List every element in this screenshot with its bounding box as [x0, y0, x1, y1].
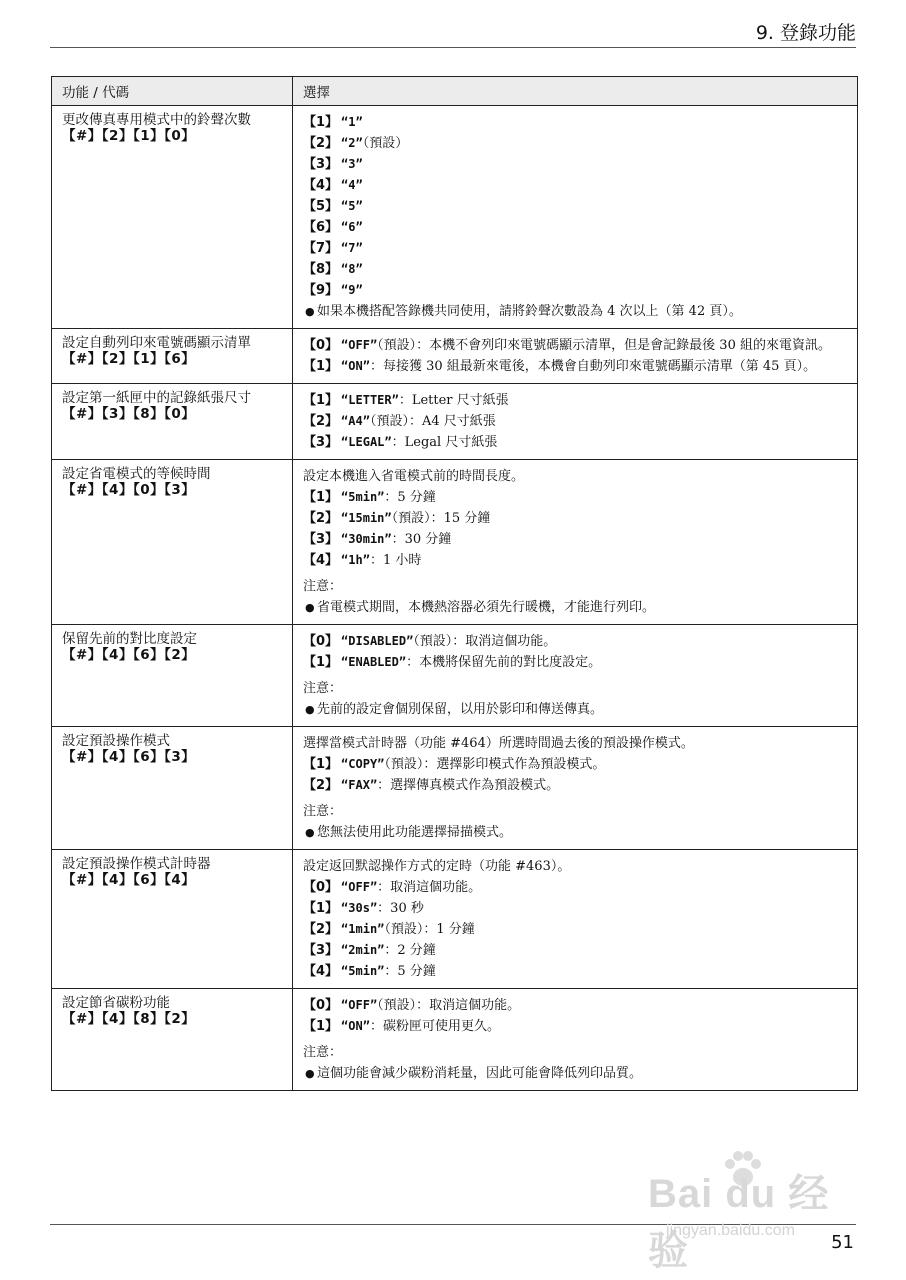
- selection-cell: [293, 106, 858, 329]
- function-cell: [52, 384, 293, 460]
- table-row: [52, 329, 858, 384]
- option-description: （預設）：A4 尺寸紙張: [369, 414, 496, 429]
- function-cell: [52, 850, 293, 989]
- table-row: [52, 850, 858, 989]
- table-row: [52, 460, 858, 625]
- option-value: “1h”: [341, 553, 370, 567]
- option-key: 【9】: [303, 283, 339, 298]
- option-line: [303, 390, 849, 411]
- note-bullet: [303, 699, 849, 720]
- option-description: ：1 小時: [369, 553, 422, 568]
- option-description: （預設）：15 分鐘: [391, 511, 491, 526]
- function-name: 更改傳真專用模式中的鈴聲次數: [62, 112, 251, 128]
- option-value: “LEGAL”: [341, 435, 392, 449]
- selection-cell: [293, 850, 858, 989]
- table-row: [52, 989, 858, 1091]
- option-value: “6”: [341, 220, 363, 234]
- selection-cell: [293, 727, 858, 850]
- function-name: 設定省電模式的等候時間: [62, 466, 211, 482]
- option-description: （預設）：1 分鐘: [384, 922, 475, 937]
- table-row: [52, 384, 858, 460]
- function-cell: [52, 989, 293, 1091]
- function-name: 設定自動列印來電號碼顯示清單: [62, 335, 251, 351]
- option-value: “7”: [341, 241, 363, 255]
- option-value: “A4”: [341, 414, 370, 428]
- function-code: 【#】【4】【0】【3】: [62, 482, 196, 498]
- function-name: 設定預設操作模式計時器: [62, 856, 211, 872]
- option-description: （預設）: [362, 136, 409, 151]
- option-value: “8”: [341, 262, 363, 276]
- option-line: [303, 259, 849, 280]
- option-key: 【2】: [303, 778, 339, 793]
- function-name: 設定第一紙匣中的記錄紙張尺寸: [62, 390, 251, 406]
- function-cell: [52, 625, 293, 727]
- option-line: [303, 280, 849, 301]
- option-line: [303, 898, 849, 919]
- option-value: “3”: [341, 157, 363, 171]
- option-key: 【1】: [303, 901, 339, 916]
- function-cell: [52, 460, 293, 625]
- bullet-icon: ●: [305, 601, 315, 614]
- header-rule: [50, 47, 856, 48]
- option-description: （預設）：取消這個功能。: [413, 634, 557, 649]
- selection-cell: [293, 989, 858, 1091]
- option-value: “2”: [341, 136, 363, 150]
- option-key: 【3】: [303, 157, 339, 172]
- option-key: 【4】: [303, 964, 339, 979]
- bullet-icon: ●: [305, 826, 315, 839]
- option-description: ：取消這個功能。: [377, 880, 482, 895]
- option-line: [303, 652, 849, 673]
- option-description: ：30 秒: [377, 901, 424, 916]
- option-line: [303, 154, 849, 175]
- option-key: 【0】: [303, 880, 339, 895]
- note-bullet: [303, 822, 849, 843]
- option-value: “4”: [341, 178, 363, 192]
- option-line: [303, 217, 849, 238]
- option-key: 【3】: [303, 532, 339, 547]
- function-name: 保留先前的對比度設定: [62, 631, 197, 647]
- option-value: “1”: [341, 115, 363, 129]
- option-value: “OFF”: [341, 338, 378, 352]
- option-description: （預設）：取消這個功能。: [377, 998, 521, 1013]
- note-bullet: [303, 301, 849, 322]
- option-description: ：每接獲 30 組最新來電後，本機會自動列印來電號碼顯示清單（第 45 頁）。: [369, 359, 817, 374]
- option-line: [303, 508, 849, 529]
- option-value: “DISABLED”: [341, 634, 414, 648]
- function-code: 【#】【4】【6】【4】: [62, 872, 196, 888]
- function-code: 【#】【2】【1】【0】: [62, 128, 196, 144]
- option-value: “5”: [341, 199, 363, 213]
- table-row: [52, 106, 858, 329]
- table-header-row: [52, 77, 858, 106]
- selection-intro: 設定本機進入省電模式前的時間長度。: [303, 469, 525, 484]
- option-line: [303, 196, 849, 217]
- function-cell: [52, 329, 293, 384]
- option-value: “15min”: [341, 511, 392, 525]
- option-line: [303, 175, 849, 196]
- table-row: [52, 625, 858, 727]
- option-value: “30s”: [341, 901, 378, 915]
- option-key: 【0】: [303, 998, 339, 1013]
- option-key: 【3】: [303, 435, 339, 450]
- option-line: [303, 356, 849, 377]
- option-line: [303, 961, 849, 982]
- table-row: [52, 727, 858, 850]
- option-key: 【0】: [303, 634, 339, 649]
- option-key: 【1】: [303, 115, 339, 130]
- watermark-logo: Bai du 经验: [648, 1172, 830, 1273]
- option-description: ：碳粉匣可使用更久。: [369, 1019, 500, 1034]
- function-code: 【#】【4】【6】【2】: [62, 647, 196, 663]
- option-line: [303, 877, 849, 898]
- option-key: 【0】: [303, 338, 339, 353]
- watermark-url: jingyan.baidu.com: [666, 1222, 795, 1239]
- note-bullet: [303, 1063, 849, 1084]
- selection-cell: [293, 460, 858, 625]
- option-key: 【4】: [303, 178, 339, 193]
- option-key: 【1】: [303, 359, 339, 374]
- option-value: “5min”: [341, 964, 385, 978]
- option-description: ：選擇傳真模式作為預設模式。: [377, 778, 560, 793]
- selection-cell: [293, 625, 858, 727]
- option-key: 【7】: [303, 241, 339, 256]
- function-code: 【#】【4】【8】【2】: [62, 1011, 196, 1027]
- option-description: ：5 分鐘: [384, 964, 436, 979]
- option-value: “1min”: [341, 922, 385, 936]
- option-line: [303, 940, 849, 961]
- option-line: [303, 1016, 849, 1037]
- option-description: ：本機將保留先前的對比度設定。: [406, 655, 602, 670]
- option-description: ：Letter 尺寸紙張: [398, 393, 509, 408]
- option-key: 【5】: [303, 199, 339, 214]
- option-line: [303, 631, 849, 652]
- option-line: [303, 529, 849, 550]
- option-value: “OFF”: [341, 880, 378, 894]
- option-value: “30min”: [341, 532, 392, 546]
- option-value: “2min”: [341, 943, 385, 957]
- option-description: ：5 分鐘: [384, 490, 436, 505]
- option-key: 【1】: [303, 393, 339, 408]
- option-line: [303, 919, 849, 940]
- option-key: 【2】: [303, 136, 339, 151]
- option-description: （預設）：選擇影印模式作為預設模式。: [384, 757, 606, 772]
- function-table: [51, 76, 858, 1091]
- table-body: [52, 106, 858, 1091]
- column-header-selection: 選擇: [293, 77, 858, 106]
- function-name: 設定預設操作模式: [62, 733, 170, 749]
- selection-intro: 選擇當模式計時器（功能 #464）所選時間過去後的預設操作模式。: [303, 736, 694, 751]
- option-key: 【8】: [303, 262, 339, 277]
- option-key: 【1】: [303, 655, 339, 670]
- option-line: [303, 775, 849, 796]
- option-key: 【1】: [303, 1019, 339, 1034]
- option-line: [303, 995, 849, 1016]
- function-code: 【#】【4】【6】【3】: [62, 749, 196, 765]
- note-text: 這個功能會減少碳粉消耗量，因此可能會降低列印品質。: [317, 1066, 643, 1081]
- option-key: 【3】: [303, 943, 339, 958]
- option-value: “ENABLED”: [341, 655, 407, 669]
- option-key: 【1】: [303, 757, 339, 772]
- option-line: [303, 335, 849, 356]
- option-value: “FAX”: [341, 778, 378, 792]
- selection-intro: 設定返回默認操作方式的定時（功能 #463）。: [303, 859, 571, 874]
- option-key: 【4】: [303, 553, 339, 568]
- column-header-function: 功能 / 代碼: [52, 77, 293, 106]
- note-bullet: [303, 597, 849, 618]
- option-line: [303, 238, 849, 259]
- option-key: 【1】: [303, 490, 339, 505]
- option-key: 【2】: [303, 511, 339, 526]
- option-description: （預設）：本機不會列印來電號碼顯示清單，但是會記錄最後 30 組的來電資訊。: [377, 338, 831, 353]
- option-value: “ON”: [341, 359, 370, 373]
- option-description: ：Legal 尺寸紙張: [391, 435, 498, 450]
- option-value: “LETTER”: [341, 393, 399, 407]
- bullet-icon: ●: [305, 305, 315, 318]
- option-value: “COPY”: [341, 757, 385, 771]
- option-description: ：30 分鐘: [391, 532, 452, 547]
- option-line: [303, 754, 849, 775]
- note-text: 省電模式期間，本機熱溶器必須先行暖機，才能進行列印。: [317, 600, 656, 615]
- page-header-title: 9. 登錄功能: [755, 22, 856, 44]
- option-line: [303, 432, 849, 453]
- function-cell: [52, 106, 293, 329]
- note-label: 注意：: [303, 804, 343, 819]
- option-value: “5min”: [341, 490, 385, 504]
- option-line: [303, 133, 849, 154]
- option-value: “9”: [341, 283, 363, 297]
- option-description: ：2 分鐘: [384, 943, 436, 958]
- option-key: 【6】: [303, 220, 339, 235]
- bullet-icon: ●: [305, 703, 315, 716]
- option-value: “OFF”: [341, 998, 378, 1012]
- note-text: 先前的設定會個別保留，以用於影印和傳送傳真。: [317, 702, 604, 717]
- option-line: [303, 112, 849, 133]
- option-line: [303, 550, 849, 571]
- note-text: 您無法使用此功能選擇掃描模式。: [317, 825, 513, 840]
- bullet-icon: ●: [305, 1067, 315, 1080]
- option-line: [303, 411, 849, 432]
- function-code: 【#】【3】【8】【0】: [62, 406, 196, 422]
- option-key: 【2】: [303, 414, 339, 429]
- option-line: [303, 487, 849, 508]
- note-label: 注意：: [303, 1045, 343, 1060]
- selection-cell: [293, 384, 858, 460]
- page-number: 51: [831, 1232, 854, 1253]
- option-key: 【2】: [303, 922, 339, 937]
- function-name: 設定節省碳粉功能: [62, 995, 170, 1011]
- note-text: 如果本機搭配答錄機共同使用，請將鈴聲次數設為 4 次以上（第 42 頁）。: [317, 304, 742, 319]
- note-label: 注意：: [303, 579, 343, 594]
- selection-cell: [293, 329, 858, 384]
- function-code: 【#】【2】【1】【6】: [62, 351, 196, 367]
- function-cell: [52, 727, 293, 850]
- option-value: “ON”: [341, 1019, 370, 1033]
- note-label: 注意：: [303, 681, 343, 696]
